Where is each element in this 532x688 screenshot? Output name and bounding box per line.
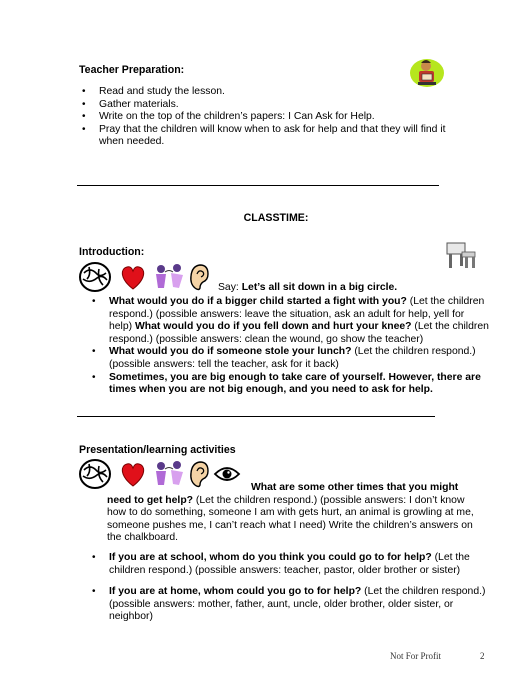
teacher-prep-item: • Write on the top of the children’s papers: I Can Ask for Help. <box>79 111 459 124</box>
presentation-item <box>89 586 489 624</box>
intro-response: (Let the children respond.) (possible answers: tell the teacher, ask for it back) <box>109 346 476 370</box>
classtime-heading: CLASSTIME: <box>243 212 309 224</box>
say-text: Let’s all sit down in a big circle. <box>241 282 398 293</box>
intro-say-line <box>218 282 397 295</box>
footer-label: Not For Profit <box>390 651 442 661</box>
presentation-question: What are some other times that you might need to get help? <box>107 482 459 506</box>
eye-icon <box>213 464 241 484</box>
intro-response: (Let the children respond.) (possible answers: clean the wound, go show the teacher) <box>109 321 489 345</box>
presentation-heading: Presentation/learning activities <box>79 444 236 456</box>
people-talking-icon <box>152 262 186 292</box>
intro-question: What would you do if you fell down and hurt your knee? <box>135 321 412 333</box>
brain-icon <box>78 261 112 293</box>
teacher-prep-heading: Teacher Preparation: <box>79 64 185 76</box>
presentation-response: (Let the children respond.) (possible answers: I don’t know how to do something, someone I am with gets hurt, an animal is growling at me, someone pushes me, I can’t reach what I need) Write the children’s answers on the chalkboard. <box>107 494 474 544</box>
presentation-question: If you are at home, whom could you go to for help? <box>109 586 362 598</box>
divider-line <box>77 416 435 417</box>
intro-item <box>89 346 489 371</box>
intro-question: Sometimes, you are big enough to take care of yourself. However, there are times when you are not big enough, and you need to ask for help. <box>109 371 481 396</box>
introduction-heading: Introduction: <box>79 246 145 258</box>
classroom-desk-icon <box>444 240 478 270</box>
teacher-prep-list <box>79 86 459 149</box>
presentation-list <box>89 552 489 624</box>
divider-line <box>77 185 439 186</box>
presentation-response: (Let the children respond.) (possible answers: mother, father, aunt, uncle, older brother, older sister, or neighbor) <box>109 586 486 623</box>
intro-icons <box>78 261 210 293</box>
presentation-intro <box>107 482 485 545</box>
intro-item <box>89 296 489 346</box>
presentation-response: (Let the children respond.) (possible answers: teacher, pastor, older brother or sister) <box>109 552 470 576</box>
intro-list <box>89 296 489 397</box>
presentation-item <box>89 552 489 577</box>
teacher-reading-icon <box>409 57 445 89</box>
intro-item <box>89 372 489 397</box>
presentation-question: If you are at school, whom do you think you could go to for help? <box>109 552 432 563</box>
page-number: 2 <box>480 651 485 661</box>
intro-question: What would you do if a bigger child started a fight with you? <box>109 296 407 307</box>
teacher-prep-item: • Read and study the lesson. <box>79 86 459 99</box>
intro-response: (Let the children respond.) (possible answers: leave the situation, ask an adult for help, yell for help) <box>109 296 485 333</box>
teacher-prep-item: • Pray that the children will know when to ask for help and that they will find it when needed. <box>79 124 459 149</box>
intro-question: What would you do if someone stole your lunch? <box>109 346 352 358</box>
heart-icon <box>118 262 148 292</box>
say-label: Say: <box>218 282 239 293</box>
ear-icon <box>188 262 210 292</box>
teacher-prep-item: • Gather materials. <box>79 99 459 112</box>
